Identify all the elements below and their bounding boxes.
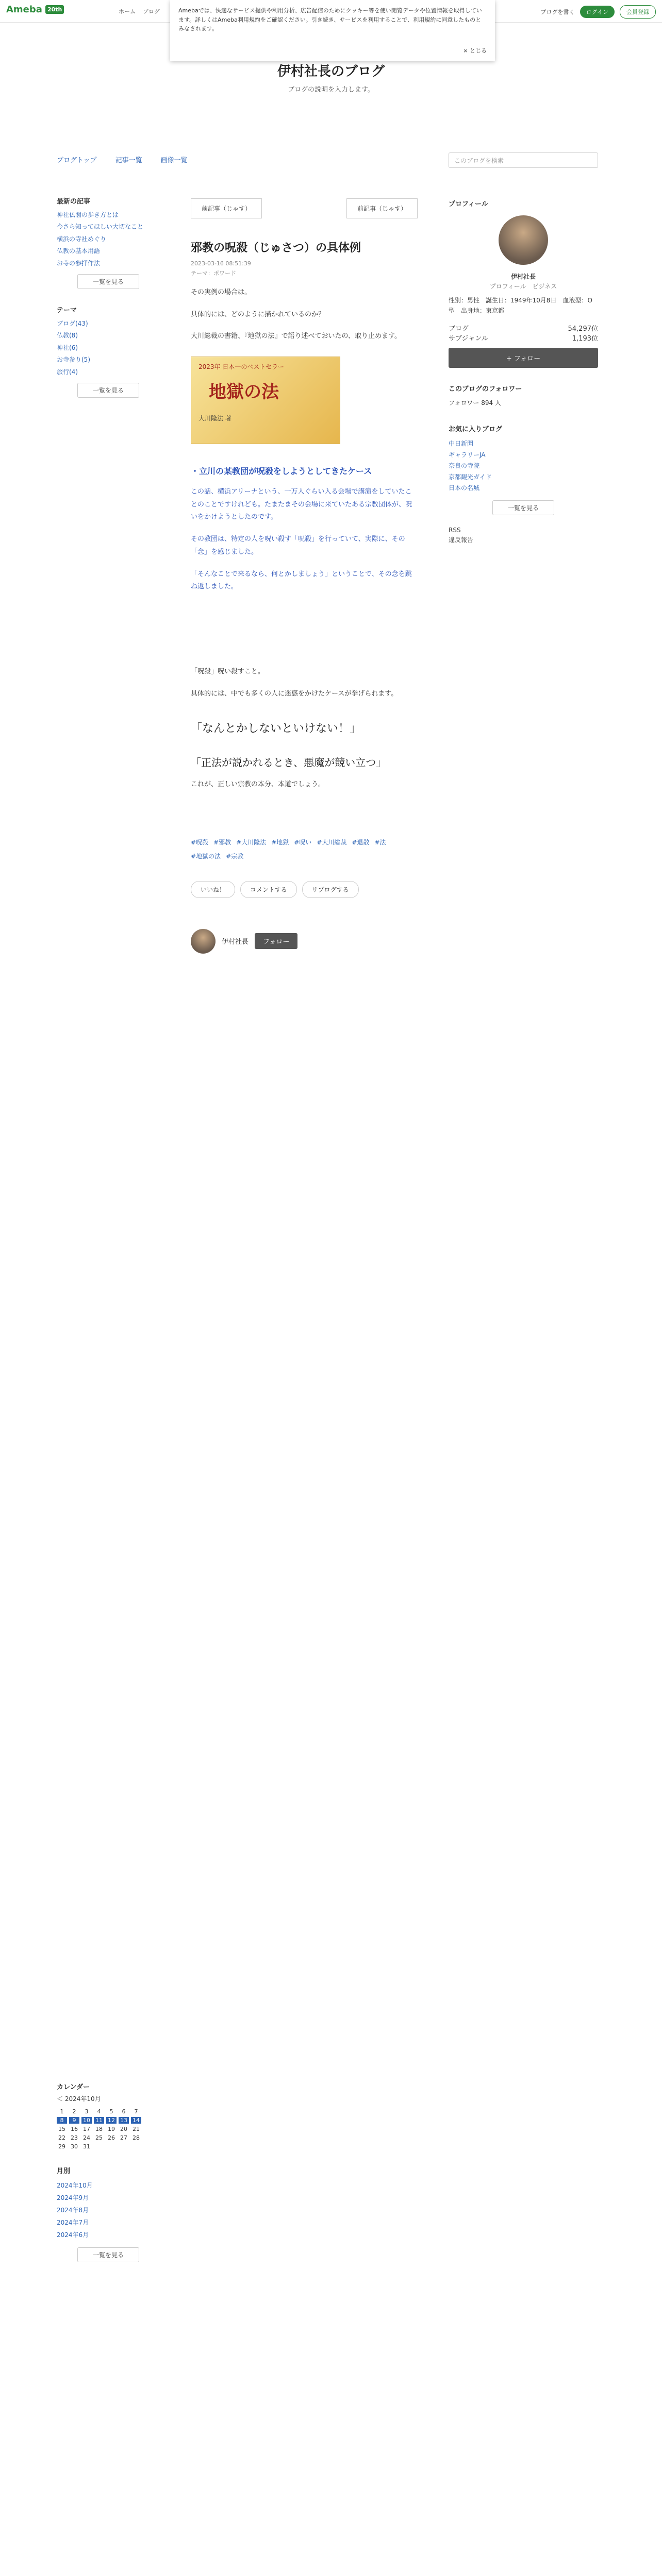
- article-title: 邪教の呪殺（じゅさつ）の具体例: [191, 242, 361, 255]
- calendar-grid: [57, 2108, 160, 2150]
- calendar-day[interactable]: 25: [95, 2134, 103, 2141]
- hashtag[interactable]: #邪教: [213, 838, 231, 846]
- cookie-notice: [170, 0, 495, 61]
- book-banner-image[interactable]: [191, 357, 340, 444]
- fav-blog-item[interactable]: 中日新聞: [449, 439, 474, 447]
- fav-blogs-title: お気に入りブログ: [449, 425, 503, 433]
- calendar-day[interactable]: 12: [106, 2117, 117, 2124]
- report-link[interactable]: 違反報告: [449, 536, 474, 544]
- top-right: [541, 5, 656, 19]
- calendar-day[interactable]: 26: [108, 2134, 115, 2141]
- article-date: 2023-03-16 08:51:39: [191, 260, 251, 267]
- top-nav-blog[interactable]: ブログ: [143, 8, 160, 15]
- recent-item[interactable]: 仏教の基本用語: [57, 247, 101, 255]
- author-card: [191, 929, 418, 954]
- ameba-logo[interactable]: [6, 4, 64, 15]
- theme-more-button[interactable]: 一覧を見る: [77, 383, 139, 398]
- blue-paragraph: 「そんなことで来るなら、何とかしましょう」ということで、その念を跳ね返しました。: [191, 570, 412, 591]
- rank-value: 1,193位: [572, 334, 598, 343]
- hashtag[interactable]: #地獄: [271, 838, 289, 846]
- calendar-day[interactable]: 29: [58, 2143, 65, 2150]
- profile-avatar[interactable]: [499, 215, 548, 265]
- author-follow-button[interactable]: フォロー: [255, 933, 297, 949]
- calendar-day[interactable]: 22: [58, 2134, 65, 2141]
- calendar-day[interactable]: 7: [134, 2108, 138, 2115]
- calendar-day[interactable]: 27: [120, 2134, 127, 2141]
- rank-row: [449, 333, 598, 343]
- rank-row: [449, 323, 598, 333]
- blog-header: [0, 61, 662, 94]
- archive-more-button[interactable]: 一覧を見る: [77, 2247, 139, 2262]
- recent-item[interactable]: 今さら知ってほしい大切なこと: [57, 223, 144, 231]
- nav-blog-top[interactable]: ブログトップ: [57, 157, 97, 164]
- calendar-day[interactable]: 3: [85, 2108, 89, 2115]
- recent-item[interactable]: 横浜の寺社めぐり: [57, 235, 107, 243]
- paragraph: 大川総裁の書籍、『地獄の法』で語り述べておいたの、取り止めます。: [191, 332, 401, 341]
- archive-item[interactable]: 2024年8月: [57, 2207, 89, 2214]
- banner-author: 大川隆法 著: [198, 415, 231, 422]
- calendar-day[interactable]: 28: [133, 2134, 140, 2141]
- recent-item[interactable]: 神社仏閣の歩き方とは: [57, 211, 119, 218]
- article-pager-top: [191, 198, 418, 218]
- author-name[interactable]: 伊村社長: [222, 938, 249, 946]
- paragraph: その実例の場合は。: [191, 289, 252, 296]
- register-button[interactable]: 会員登録: [620, 5, 656, 19]
- paragraph: これが、正しい宗教の本分、本道でしょう。: [191, 781, 325, 789]
- follow-button[interactable]: + フォロー: [449, 348, 598, 368]
- rank-label: ブログ: [449, 325, 469, 333]
- nav-entry-list[interactable]: 記事一覧: [115, 157, 142, 164]
- calendar-day[interactable]: 4: [97, 2108, 101, 2115]
- theme-item[interactable]: 仏教(8): [57, 332, 78, 340]
- rank-label: サブジャンル: [449, 334, 488, 343]
- calendar-day[interactable]: 2: [72, 2108, 76, 2115]
- profile-title: プロフィール: [449, 200, 488, 208]
- calendar-day[interactable]: 10: [81, 2117, 92, 2124]
- hashtag[interactable]: #退散: [352, 838, 370, 846]
- hashtag[interactable]: #大川隆法: [236, 838, 267, 846]
- right-sidebar: [449, 198, 598, 545]
- calendar-widget: [57, 2081, 160, 2268]
- calendar-day[interactable]: 20: [120, 2126, 127, 2132]
- archive-item[interactable]: 2024年9月: [57, 2194, 89, 2201]
- article-actions: [191, 881, 418, 898]
- fav-blog-item[interactable]: ギャラリーJA: [449, 451, 486, 459]
- hashtag[interactable]: #地獄の法: [191, 852, 221, 860]
- calendar-day[interactable]: 5: [109, 2108, 113, 2115]
- hashtag[interactable]: #呪い: [294, 838, 312, 846]
- reblog-button[interactable]: リブログする: [302, 881, 359, 898]
- hashtag[interactable]: #呪殺: [191, 838, 209, 846]
- calendar-day[interactable]: 23: [71, 2134, 78, 2141]
- fav-blogs-list: [449, 438, 598, 494]
- article: [191, 198, 418, 954]
- cookie-close-button[interactable]: × とじる: [463, 47, 487, 55]
- hashtag[interactable]: #宗教: [226, 852, 244, 860]
- theme-list: [57, 319, 160, 377]
- archive-item[interactable]: 2024年10月: [57, 2182, 93, 2189]
- hashtag-list: [191, 838, 418, 860]
- calendar-day[interactable]: 21: [133, 2126, 140, 2132]
- banner-caption: 2023年 日本一のベストセラー: [198, 363, 284, 371]
- fav-blogs-more-button[interactable]: 一覧を見る: [492, 500, 554, 515]
- blog-description: ブログの説明を入力します。: [288, 86, 374, 94]
- cookie-notice-text: Amebaでは、快適なサービス提供や利用分析、広告配信のためにクッキー等を使い閲覧データや位置情報を取得しています。詳しくはAmeba利用規約をご確認ください。引き続き、サービスを利用することで、利用規約に同意したものとみなされます。: [178, 7, 482, 32]
- recent-more-button[interactable]: 一覧を見る: [77, 274, 139, 289]
- archive-title: 月別: [57, 2167, 71, 2175]
- article-body: [191, 286, 418, 791]
- paragraph: 具体的には、中でも多くの人に迷惑をかけたケースが挙げられます。: [191, 689, 398, 698]
- calendar-day[interactable]: 14: [131, 2117, 141, 2124]
- followers-title: このブログのフォロワー: [449, 385, 522, 393]
- logo-text: Ameba: [6, 4, 42, 15]
- write-blog-link[interactable]: ブログを書く: [540, 9, 575, 15]
- theme-item[interactable]: 旅行(4): [57, 368, 78, 376]
- calendar-day[interactable]: 31: [83, 2143, 90, 2150]
- left-sidebar: [57, 196, 160, 404]
- paragraph: 具体的には、どのように描かれているのか？: [191, 310, 325, 318]
- recent-list: [57, 211, 160, 268]
- calendar-day[interactable]: 18: [95, 2126, 103, 2132]
- blue-paragraph: その教団は、特定の人を呪い殺す「呪殺」を行っていて、実際に、その「念」を感じました。: [191, 535, 405, 556]
- top-nav-home[interactable]: ホーム: [119, 8, 136, 15]
- rank-value: 54,297位: [568, 325, 598, 333]
- fav-blog-item[interactable]: 奈良の寺院: [449, 462, 480, 470]
- section-heading: ・立川の某教団が呪殺をしようとしてきたケース: [191, 466, 372, 477]
- calendar-day[interactable]: 16: [71, 2126, 78, 2132]
- theme-item[interactable]: ブログ(43): [57, 319, 88, 327]
- calendar-day[interactable]: 15: [58, 2126, 65, 2132]
- calendar-day[interactable]: 24: [83, 2134, 90, 2141]
- hashtag[interactable]: #大川総裁: [317, 838, 347, 846]
- global-nav: [57, 155, 188, 164]
- calendar-day[interactable]: 13: [119, 2117, 129, 2124]
- profile-role: プロフィール ビジネス: [489, 283, 557, 291]
- fav-blog-item[interactable]: 日本の名城: [449, 484, 480, 492]
- comment-button[interactable]: コメントする: [240, 881, 297, 898]
- fav-blog-item[interactable]: 京都観光ガイド: [449, 473, 492, 481]
- theme-title: テーマ: [57, 306, 77, 314]
- recent-title: 最新の記事: [57, 198, 91, 206]
- calendar-month[interactable]: ＜ 2024年10月: [57, 2095, 101, 2103]
- blog-search-input[interactable]: このブログを検索: [449, 152, 598, 168]
- calendar-day[interactable]: 9: [69, 2117, 79, 2124]
- article-theme[interactable]: テーマ：ポワード: [191, 270, 236, 277]
- author-avatar[interactable]: [191, 929, 216, 954]
- next-article-button[interactable]: 前記事（じゃす）: [346, 198, 418, 218]
- nav-image-list[interactable]: 画像一覧: [160, 157, 188, 164]
- prev-article-button[interactable]: 前記事（じゃす）: [191, 198, 262, 218]
- emphasis-quote: 「正法が説かれるとき、悪魔が競い立つ」: [191, 756, 387, 769]
- calendar-day[interactable]: 17: [83, 2126, 90, 2132]
- profile-photo-wrap: [449, 215, 598, 265]
- emphasis-quote: 「なんとかしないといけない！」: [191, 722, 361, 736]
- blue-paragraph: この話、横浜アリーナという、一万人ぐらい入る会場で講演をしていたことのことですけれども。たまたまその会場に来ていたある宗教団体が、呪いをかけようとしたのです。: [191, 488, 412, 521]
- calendar-day[interactable]: 30: [71, 2143, 78, 2150]
- profile-desc: 性別：男性 誕生日：1949年10月8日 血液型：O型 出身地：東京都: [449, 297, 592, 314]
- archive-list: [57, 2179, 160, 2241]
- rss-link[interactable]: RSS: [449, 526, 461, 534]
- login-button[interactable]: ログイン: [580, 6, 615, 18]
- hashtag[interactable]: #法: [374, 838, 386, 846]
- profile-name[interactable]: 伊村社長: [510, 273, 536, 280]
- calendar-day[interactable]: 8: [57, 2117, 67, 2124]
- calendar-day[interactable]: 19: [108, 2126, 115, 2132]
- theme-item[interactable]: お寺参り(5): [57, 356, 90, 364]
- theme-item[interactable]: 神社(6): [57, 344, 78, 351]
- follower-count[interactable]: フォロワー 894 人: [449, 399, 501, 406]
- blog-title[interactable]: 伊村社長のブログ: [277, 64, 385, 79]
- like-button[interactable]: いいね！: [191, 881, 235, 898]
- calendar-day[interactable]: 1: [60, 2108, 64, 2115]
- archive-item[interactable]: 2024年6月: [57, 2231, 89, 2239]
- paragraph: 「呪殺」呪い殺すこと。: [191, 667, 265, 675]
- calendar-title: カレンダー: [57, 2083, 90, 2091]
- anniversary-badge: 20th: [45, 5, 64, 14]
- calendar-day[interactable]: 6: [122, 2108, 126, 2115]
- recent-item[interactable]: お寺の参拝作法: [57, 259, 101, 267]
- archive-item[interactable]: 2024年7月: [57, 2219, 89, 2226]
- banner-book-title: 地獄の法: [209, 382, 279, 403]
- top-nav: [119, 7, 160, 15]
- calendar-day[interactable]: 11: [94, 2117, 104, 2124]
